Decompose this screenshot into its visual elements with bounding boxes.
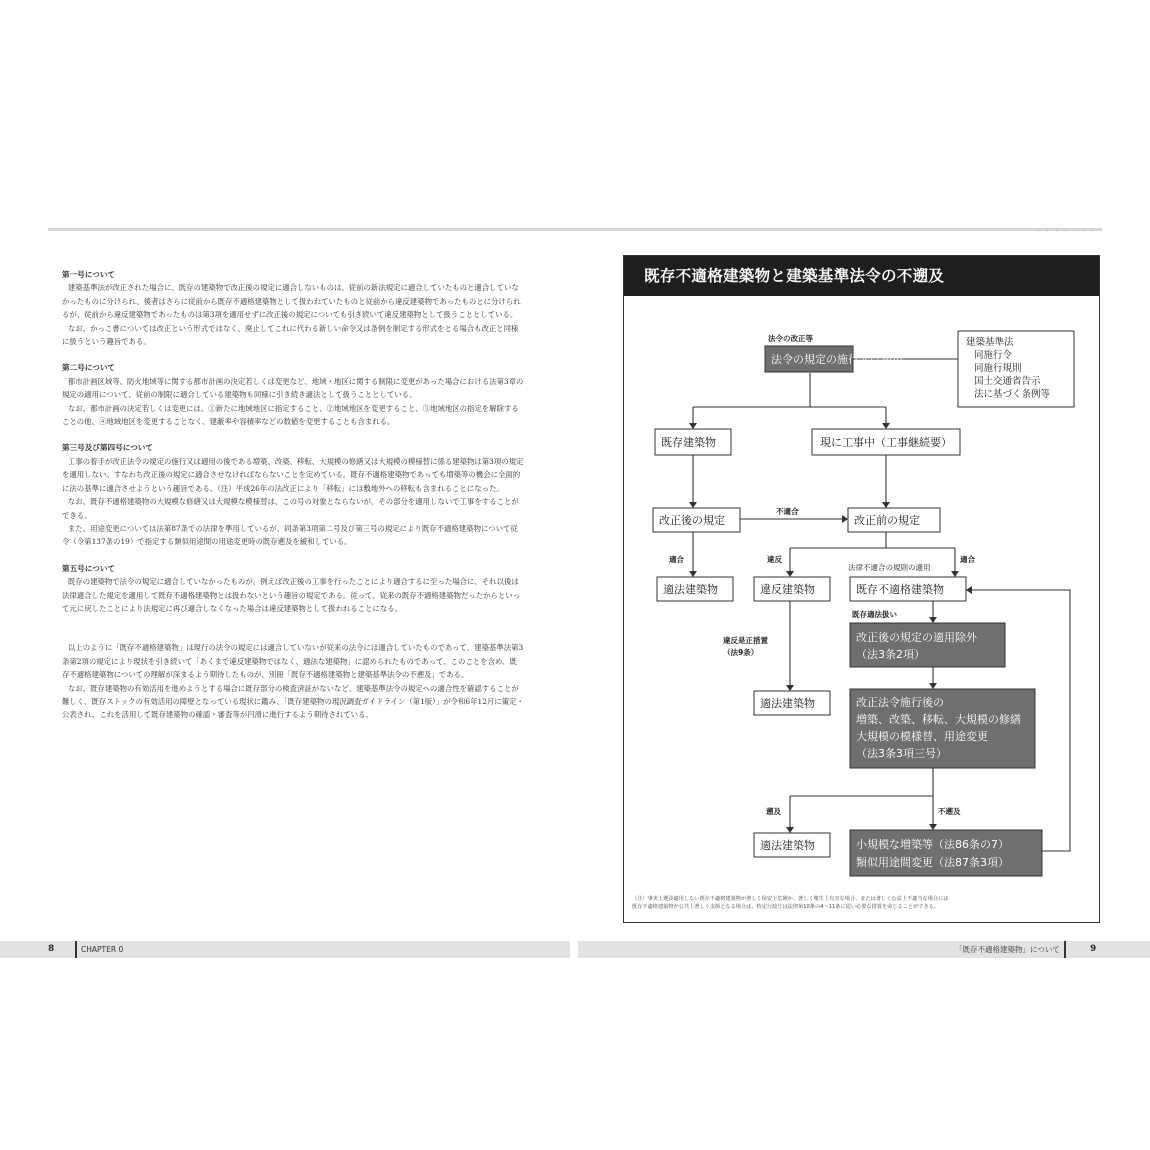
paragraph: 既存の建築物で法令の規定に適合していなかったものが、例えば改正後の工事を行ったことにより適合するに至った場合に、それ以後は法律適合した規定を適用して既存不適格建築物とは扱わないという趣旨の規定である。従って、従来の既存不適格建築物だったからといって元に戻したことにより法規定に再び適合しなくなった場合は違反建築物として扱われることになる。 (62, 577, 521, 613)
works-text-1: 改正法令施行後の (856, 696, 944, 709)
figure-note (632, 895, 1087, 911)
paragraph: 工事の着手が改正法令の規定の施行又は適用の後である増築、改築、移転、大規模の修繕又は大規模の模様替に係る建築物は第3項の規定を適用しない。すなわち改正後の規定に適合させなければならないことを定めている。既存不適格建築物であっても増築等の機会に全面的に法の基準に適合させようという趣旨である。（注）平成26年の法改正により「移転」には敷地外への移転も含まれることになった。 (62, 456, 524, 493)
before-rules-text: 改正前の規定 (854, 514, 920, 527)
correction-ref: （法9条） (723, 648, 759, 657)
section-heading: 第一号について (62, 270, 116, 279)
figure-note-line: 既存不適格建築物が公共上著しく支障となる場合は、特定行政庁は法律第10条の4～11条に従い必要な措置を命じることができる。 (632, 904, 940, 910)
small-scale-box (850, 830, 1042, 876)
nonconforming-building-text: 既存不適格建築物 (856, 583, 944, 596)
section-heading: 第五号について (62, 563, 116, 573)
law-item: 法に基づく条例等 (974, 389, 1051, 400)
existing-handling-label: 既存適法扱い (852, 610, 897, 619)
nonconform-label: 不適合 (776, 507, 799, 516)
legal-building-text-1: 適法建築物 (663, 583, 718, 596)
enforce-text: 法令の規定の施行又は適用 (771, 353, 903, 366)
works-text-2: 増築、改築、移転、大規模の修繕 (856, 713, 1021, 726)
illegal-building-text: 違反建築物 (760, 583, 815, 596)
works-text-3: 大規模の模様替、用途変更 (856, 730, 988, 743)
conform-label: 適合 (669, 555, 684, 564)
legal-building-text-3: 適法建築物 (760, 839, 815, 852)
paragraph: なお、かっこ書については改正という形式ではなく、廃止してこれに代わる新しい命令又は条例を制定する形式をとる場合も改正と同様に扱うという趣旨である。 (62, 323, 519, 347)
chapter-label: CHAPTER 0 (75, 941, 123, 958)
figure-note-line: （注）事実上遡及適用しない既存不適格建築物が著しく保安上危険か、著しく衛生上有害な場合、または著しく公益上不適当な場合には (632, 896, 949, 902)
paragraph: なお、既存不適格建築物の大規模な修繕又は大規模な模様替は、この号の対象とならないが、その部分を適用しないで工事をすることができる。 (62, 497, 519, 520)
small-scale-text-1: 小規模な増築等（法86条の7） (856, 838, 1009, 851)
right-header-label: 「既存不適格建築物」について (955, 941, 1066, 958)
existing-building-text: 既存建築物 (661, 436, 716, 449)
section-heading: 第二号について (62, 363, 116, 373)
nonretro-label: 不遡及 (938, 807, 961, 816)
retro-label: 遡及 (766, 807, 781, 816)
works-text-4: （法3条3項三号） (856, 747, 947, 760)
paragraph: また、用途変更については法第87条での法律を準用しているが、同条第3項第二号及び第三号の規定により既存不適格建築物について従令（令第137条の19）で指定する類似用途間の用途変更時の既存遡及を緩和している。 (62, 523, 518, 547)
right-page-number: 9 (1090, 944, 1097, 954)
law-item: 同施行令 (974, 350, 1013, 361)
correction-label: 違反是正措置 (723, 636, 768, 645)
page-top-dots: ・・・・・・・ (1035, 227, 1098, 235)
left-page-number: 8 (48, 944, 55, 954)
figure-title: 既存不適格建築物と建築基準法令の不遡及 (644, 267, 945, 285)
amendment-label: 法令の改正等 (768, 334, 813, 343)
law-item: 国土交通省告示 (974, 376, 1041, 387)
law-item: 同施行規則 (974, 363, 1022, 374)
paragraph: 都市計画区域等、防火地域等に関する都市計画の決定若しくは変更など、地域・地区に関する制限に変更があった場合における法第3章の規定の適用について、従前の制限に適合している建築物も同様に引き続き適法として扱うこととしている。 (62, 376, 524, 400)
paragraph: 以上のように「既存不適格建築物」は現行の法令の規定には適合していないが従来の法令には適合していたものであって、建築基準法第3条第2項の規定により現状を引き続いて「あくまで違反建築物ではなく、適法な建築物」に認められたものであって、このことを含め、既存不適格建築物についての理解が深まるよう期待したものが、別冊「既存不適格建築物と建築基準法令の不遡及」である。 (62, 643, 524, 680)
paragraph: 建築基準法が改正された場合に、既存の建築物で改正後の規定に適合しないものは、従前の新法規定に適合していたものと適合していなかったものに分けられ、後者はさらに従前から既存不適格建築物として扱われていたものと従前から違反建築物であったものとに分けられるが、従前から違反建築物であったものは第3項を適用せずに改正後の規定についても引き続いて違反建築物として扱うこととしている。 (62, 283, 521, 320)
violation-label: 違反 (767, 555, 782, 564)
section-heading: 第三号及び第四号について (62, 443, 153, 453)
under-construction-text: 現に工事中（工事継続要） (820, 436, 952, 449)
conform-label-2: 適合 (960, 555, 975, 564)
exemption-ref: （法3条2項） (856, 648, 925, 661)
exemption-text: 改正後の規定の適用除外 (856, 631, 977, 644)
status-note: 法律不適合の規則の適用 (848, 563, 931, 572)
legal-building-text-2: 適法建築物 (760, 697, 815, 710)
after-rules-text: 改正後の規定 (659, 514, 725, 527)
paragraph: なお、既存建築物の有効活用を進めようとする場合に既存部分の検査済証がないなど、建築基準法令の規定への適合性を確認することが難しく、既存ストックの有効活用の障壁となっている現状に鑑み、「既存建築物の現況調査ガイドライン（第1版）」が令和6年12月に策定・公表され、これを活用して既存建築物の確認・審査等が円滑に進行するよう期待されている。 (62, 683, 524, 720)
small-scale-text-2: 類似用途間変更（法87条3項） (856, 856, 1009, 869)
paragraph: なお、都市計画の決定若しくは変更には、①新たに地域地区に指定すること、②地域地区を変更すること、③地域地区の指定を解除することの他、④地域地区を変更することなく、建蔽率や容積率などの数値を変更することも含まれる。 (62, 403, 519, 427)
law-item: 建築基準法 (966, 337, 1014, 348)
